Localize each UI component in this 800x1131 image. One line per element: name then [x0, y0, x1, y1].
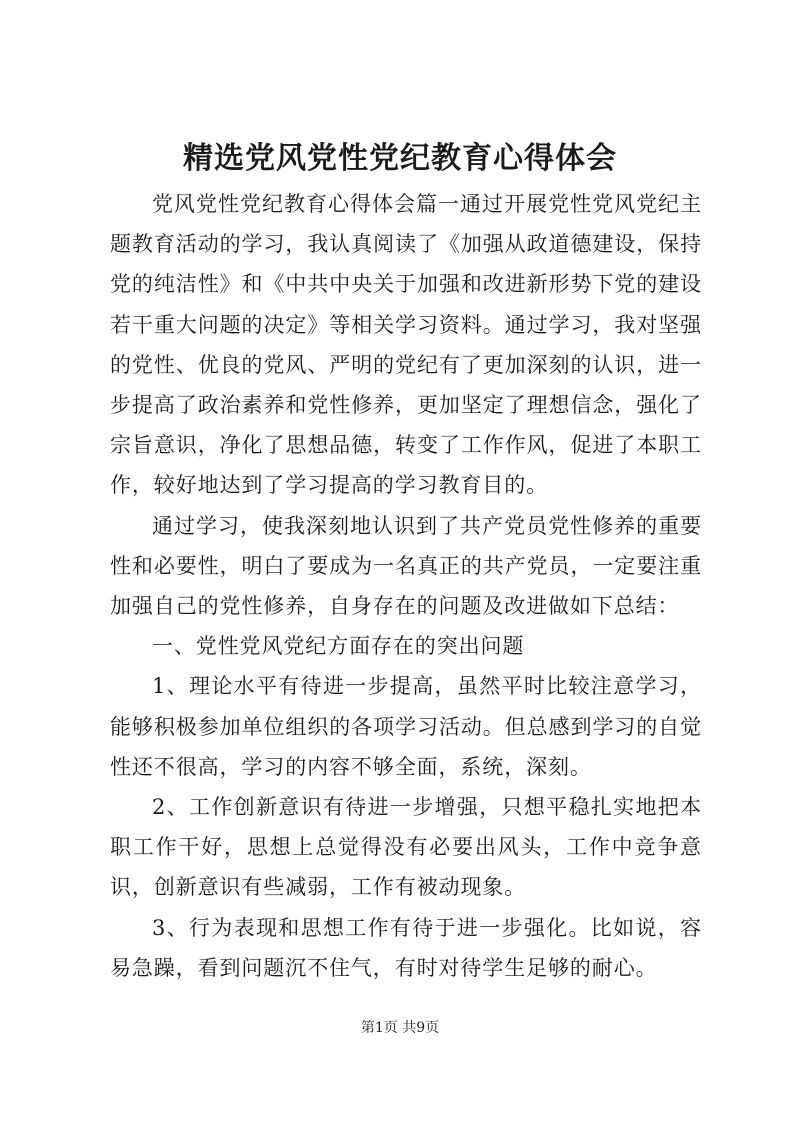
paragraph: 3、行为表现和思想工作有待于进一步强化。比如说，容易急躁，看到问题沉不住气，有时对待学生足够的耐心。	[110, 915, 702, 980]
paragraph: 1、理论水平有待进一步提高，虽然平时比较注意学习，能够积极参加单位组织的各项学习活动。但总感到学习的自觉性还不很高，学习的内容不够全面，系统，深刻。	[110, 674, 702, 779]
paragraph: 通过学习，使我深刻地认识到了共产党员党性修养的重要性和必要性，明白了要成为一名真正的共产党员，一定要注重加强自己的党性修养，自身存在的问题及改进做如下总结：	[110, 513, 702, 619]
section-heading: 一、党性党风党纪方面存在的突出问题	[152, 634, 525, 659]
page-number: 第1页 共9页	[360, 1020, 440, 1036]
paragraph: 2、工作创新意识有待进一步增强，只想平稳扎实地把本职工作干好，思想上总觉得没有必要出风头，工作中竞争意识，创新意识有些减弱，工作有被动现象。	[110, 795, 702, 900]
document-body	[110, 184, 702, 988]
page-title: 精选党风党性党纪教育心得体会	[183, 141, 617, 176]
paragraph: 党风党性党纪教育心得体会篇一通过开展党性党风党纪主题教育活动的学习，我认真阅读了《加强从政道德建设，保持党的纯洁性》和《中共中央关于加强和改进新形势下党的建设若干重大问题的决定》等相关学习资料。通过学习，我对坚强的党性、优良的党风、严明的党纪有了更加深刻的认识，进一步提高了政治素养和党性修养，更加坚定了理想信念，强化了宗旨意识，净化了思想品德，转变了工作作风，促进了本职工作，较好地达到了学习提高的学习教育目的。	[110, 192, 702, 498]
